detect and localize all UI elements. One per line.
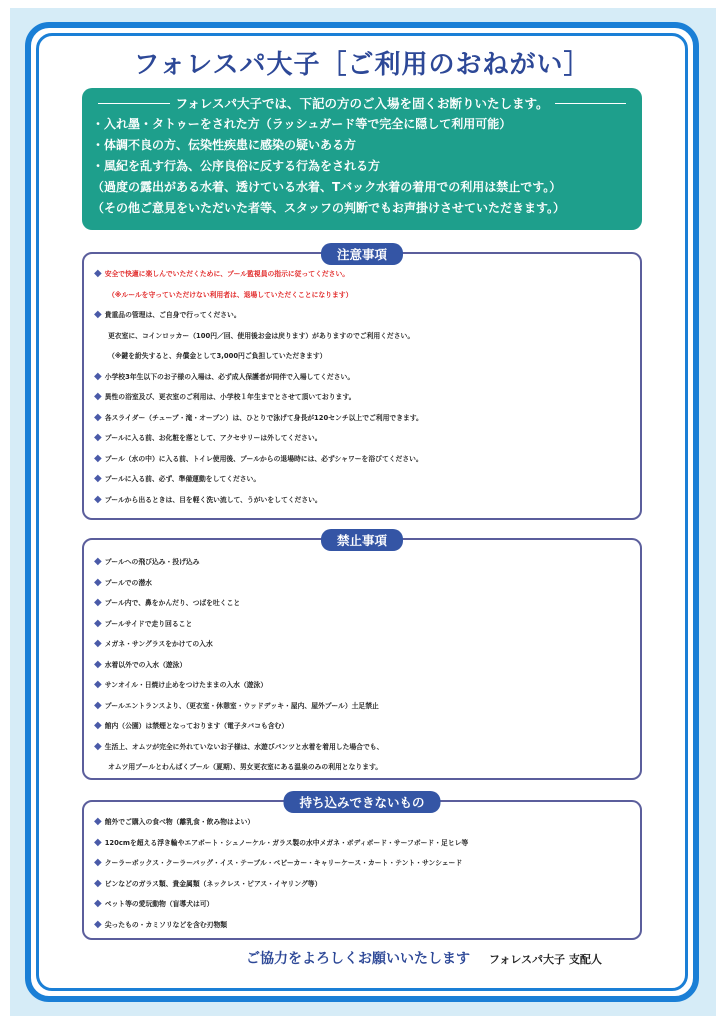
list-item-text: 異性の浴室及び、更衣室のご利用は、小学校１年生までとさせて頂いております。 <box>104 393 356 401</box>
list-item <box>94 812 634 833</box>
diamond-bullet-icon: ◆ <box>94 309 102 320</box>
not-allowed-label: 持ち込みできないもの <box>283 791 440 813</box>
list-item <box>94 696 634 717</box>
list-item <box>94 593 634 614</box>
diamond-bullet-icon: ◆ <box>94 391 102 402</box>
notice-line: （過度の露出がある水着、透けている水着、Tバック水着の着用での利用は禁止です。） <box>92 180 562 194</box>
heading-rule-left <box>98 103 170 104</box>
cautions-section <box>82 247 642 520</box>
list-item-text: クーラーボックス・クーラーバッグ・イス・テーブル・ベビーカー・キャリーケース・カート・テント・サンシェード <box>104 859 463 867</box>
diamond-bullet-icon: ◆ <box>94 699 102 711</box>
diamond-bullet-icon: ◆ <box>94 556 102 567</box>
diamond-bullet-icon: ◆ <box>94 452 102 464</box>
list-item <box>94 449 634 470</box>
diamond-bullet-icon: ◆ <box>94 268 102 279</box>
list-item-text: プール内で、鼻をかんだり、つばを吐くこと <box>104 599 241 607</box>
diamond-bullet-icon: ◆ <box>94 679 102 690</box>
list-item-text: 120cmを超える浮き輪やエアボート・シュノーケル・ガラス製の水中メガネ・ボディボード・サーフボード・足ヒレ等 <box>104 838 469 847</box>
list-item-text: ビンなどのガラス類、貴金属類（ネックレス・ピアス・イヤリング等） <box>104 879 322 888</box>
prohibited-list <box>94 552 634 778</box>
list-item-text: プールサイドで走り回ること <box>104 619 193 628</box>
diamond-bullet-icon: ◆ <box>94 638 102 649</box>
list-item-text: 尖ったもの・カミソリなどを含む刃物類 <box>104 920 228 929</box>
list-item-text: サンオイル・日焼け止めをつけたままの入水（遊泳） <box>104 681 268 689</box>
list-item <box>94 387 634 408</box>
diamond-bullet-icon: ◆ <box>94 918 102 930</box>
list-item-text: プールから出るときは、目を軽く洗い流して、うがいをしてください。 <box>104 495 322 504</box>
list-item-text: 更衣室に、コインロッカー（100円／回、使用後お金は戻ります）がありますのでご利用ください。 <box>108 331 415 340</box>
list-item-text: （※鍵を紛失すると、弁償金として3,000円ご負担していただきます） <box>108 352 327 360</box>
list-item <box>94 428 634 449</box>
list-item <box>94 833 634 854</box>
list-item-text: 水着以外での入水（遊泳） <box>104 660 187 669</box>
list-item <box>94 614 634 635</box>
list-item-text: ペット等の愛玩動物（盲導犬は可） <box>104 900 214 908</box>
list-item <box>94 894 634 915</box>
diamond-bullet-icon: ◆ <box>94 836 102 848</box>
list-item-text: プールエントランスより、（更衣室・休憩室・ウッドデッキ・屋内、屋外プール）土足禁止 <box>104 701 379 710</box>
diamond-bullet-icon: ◆ <box>94 658 102 670</box>
diamond-bullet-icon: ◆ <box>94 597 102 608</box>
notice-line: ・入れ墨・タトゥーをされた方（ラッシュガード等で完全に隠して利用可能） <box>92 117 512 131</box>
diamond-bullet-icon: ◆ <box>94 857 102 868</box>
not-allowed-section <box>82 795 642 940</box>
cautions-label: 注意事項 <box>321 243 403 265</box>
diamond-bullet-icon: ◆ <box>94 740 102 752</box>
notice-line: （その他ご意見をいただいた者等、スタッフの判断でもお声掛けさせていただきます。） <box>92 201 566 215</box>
list-item <box>94 367 634 388</box>
list-item <box>94 408 634 429</box>
list-item-text: プール（水の中）に入る前、トイレ使用後、プールからの退場時には、必ずシャワーを浴びてください。 <box>104 454 423 463</box>
list-item <box>94 915 634 936</box>
list-item-text: 館外でご購入の食べ物（離乳食・飲み物はよい） <box>104 818 255 826</box>
list-item-text: 安全で快適に楽しんでいただくために、プール監視員の指示に従ってください。 <box>104 270 350 278</box>
diamond-bullet-icon: ◆ <box>94 432 102 443</box>
diamond-bullet-icon: ◆ <box>94 816 102 827</box>
prohibited-section <box>82 533 642 780</box>
list-item-text: 各スライダー（チューブ・滝・オープン）は、ひとりで泳げて身長が120センチ以上でご利用できます。 <box>104 413 423 422</box>
list-item-text: プールに入る前、必ず、準備運動をしてください。 <box>104 475 261 483</box>
diamond-bullet-icon: ◆ <box>94 576 102 588</box>
list-item-text: 貴重品の管理は、ご自身で行ってください。 <box>104 311 241 319</box>
diamond-bullet-icon: ◆ <box>94 877 102 889</box>
list-item <box>94 469 634 490</box>
diamond-bullet-icon: ◆ <box>94 898 102 909</box>
list-item <box>94 737 634 758</box>
notice-heading-row <box>92 92 632 114</box>
list-item-text: オムツ用プールとわんぱくプール（夏期）、男女更衣室にある温泉のみの利用となります。 <box>108 763 383 771</box>
notice-heading: フォレスパ大子では、下記の方のご入場を固くお断りいたします。 <box>175 96 549 111</box>
list-item-text: 生活上、オムツが完全に外れていないお子様は、水遊びパンツと水着を着用した場合でも、 <box>104 742 384 751</box>
page-title: フォレスパ大子［ご利用のおねがい］ <box>133 50 591 80</box>
diamond-bullet-icon: ◆ <box>94 720 102 731</box>
diamond-bullet-icon: ◆ <box>94 370 102 382</box>
list-item-text: 小学校3年生以下のお子様の入場は、必ず成人保護者が同伴で入場してください。 <box>104 372 355 381</box>
list-item <box>94 757 634 778</box>
list-item <box>94 285 634 306</box>
list-item-text: （※ルールを守っていただけない利用者は、退場していただくことになります） <box>108 290 353 299</box>
list-item-text: メガネ・サングラスをかけての入水 <box>104 640 213 648</box>
prohibited-label: 禁止事項 <box>321 529 403 551</box>
list-item <box>94 716 634 737</box>
notice-line: ・体調不良の方、伝染性疾患に感染の疑いある方 <box>92 138 357 152</box>
footer <box>246 948 602 968</box>
list-item <box>94 490 634 511</box>
footer-message: ご協力をよろしくお願いいたします <box>246 951 470 967</box>
list-item <box>94 305 634 326</box>
list-item <box>94 853 634 874</box>
list-item-text: プールへの飛び込み・投げ込み <box>104 558 200 566</box>
diamond-bullet-icon: ◆ <box>94 411 102 423</box>
list-item-text: 館内（公園）は禁煙となっております（電子タバコも含む） <box>104 722 289 730</box>
list-item-text: プールでの潜水 <box>104 578 152 587</box>
heading-rule-right <box>555 103 627 104</box>
list-item <box>94 634 634 655</box>
not-allowed-list <box>94 812 634 935</box>
footer-signature: フォレスパ大子 支配人 <box>488 953 602 966</box>
list-item <box>94 552 634 573</box>
list-item <box>94 346 634 367</box>
list-item <box>94 874 634 895</box>
list-item <box>94 655 634 676</box>
list-item <box>94 675 634 696</box>
diamond-bullet-icon: ◆ <box>94 493 102 505</box>
notice-line: ・風紀を乱す行為、公序良俗に反する行為をされる方 <box>92 159 381 173</box>
entry-refusal-notice <box>82 88 642 230</box>
diamond-bullet-icon: ◆ <box>94 617 102 629</box>
list-item <box>94 573 634 594</box>
diamond-bullet-icon: ◆ <box>94 473 102 484</box>
list-item-text: プールに入る前、お化粧を落として、アクセサリーは外してください。 <box>104 434 322 442</box>
list-item <box>94 264 634 285</box>
cautions-list <box>94 264 634 510</box>
list-item <box>94 326 634 347</box>
